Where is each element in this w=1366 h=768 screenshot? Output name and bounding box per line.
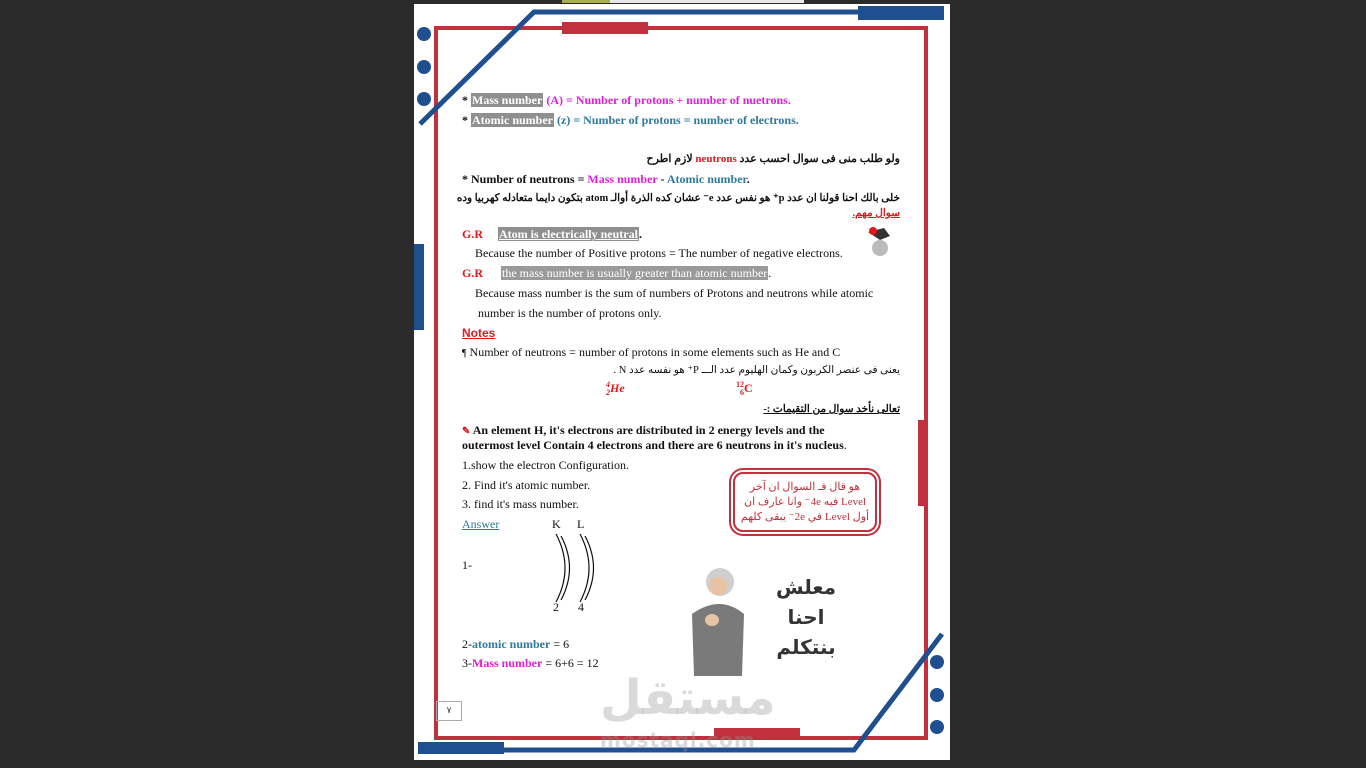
- answer-value: = 6: [550, 637, 570, 651]
- gr1-statement: Atom is electrically neutral: [499, 227, 638, 241]
- callout-line: أول Level في 2e⁻ يبقى كلهم: [740, 511, 870, 523]
- question-line-2: outermost level Contain 4 electrons and there are 6 neutrons in it's nucleus.: [462, 438, 847, 452]
- callout-box: [733, 472, 877, 532]
- frame-dot: [930, 720, 944, 734]
- carbon-notation: [736, 381, 753, 397]
- formula-text: * Number of neutrons =: [462, 172, 588, 186]
- formula-text: -: [657, 172, 667, 186]
- question-text: An element H, it's electrons are distributed in 2 energy levels and the: [472, 423, 825, 437]
- sticker-line: بنتكلم: [776, 635, 836, 659]
- he-mass-number: 4: [606, 380, 610, 390]
- top-scroll-indicator: [562, 0, 804, 3]
- c-atomic-number: 6: [740, 388, 744, 398]
- mass-number-definition: * Mass number (A) = Number of protons + number of nuetrons.: [462, 93, 791, 107]
- helium-notation: [606, 381, 625, 397]
- mass-number-text: (A) = Number of protons + number of nuetrons.: [546, 93, 791, 107]
- pencil-icon: ✎: [462, 426, 471, 437]
- frame-dot: [930, 688, 944, 702]
- c-mass-number: 12: [736, 380, 744, 390]
- frame-dot: [930, 655, 944, 669]
- gr2-statement: the mass number is usually greater than atomic number: [502, 266, 768, 280]
- sticker-text: [762, 572, 850, 662]
- answer-label: Answer: [462, 517, 500, 531]
- l-electrons: 4: [578, 600, 584, 614]
- answer-term: Mass number: [472, 656, 543, 670]
- question-part-2: 2. Find it's atomic number.: [462, 478, 591, 492]
- page-number: ٧: [436, 701, 462, 721]
- question-part-1: 1.show the electron Configuration.: [462, 458, 629, 472]
- pointing-hand-icon: [864, 222, 896, 258]
- gr2-label: G.R: [462, 266, 483, 280]
- question-line-1: [462, 423, 825, 438]
- frame-dot: [417, 60, 431, 74]
- formula-atomic: Atomic number: [666, 172, 747, 186]
- answer-num: 2-: [462, 637, 472, 651]
- important-question-note: سوال مهم.: [852, 208, 900, 219]
- sticker-line: معلش: [775, 575, 837, 599]
- gr2-reason-1: Because mass number is the sum of numbers of Protons and neutrons while atomic: [475, 286, 874, 300]
- thinking-man-illustration: [682, 560, 752, 678]
- answer-2: [462, 637, 569, 652]
- sticker-line: احنا: [787, 605, 825, 629]
- he-atomic-number: 2: [606, 388, 610, 398]
- gr1-label: G.R: [462, 227, 483, 241]
- answer-3: [462, 656, 599, 671]
- answer-term: atomic number: [472, 637, 551, 651]
- note-1: ¶ Number of neutrons = number of protons in some elements such as He and C: [462, 345, 841, 359]
- document-page: [414, 4, 950, 760]
- frame-dot: [417, 27, 431, 41]
- answer-value: = 6+6 = 12: [542, 656, 599, 670]
- mass-number-highlight: Mass number: [472, 93, 543, 107]
- atomic-number-highlight: Atomic number: [472, 113, 553, 127]
- question-text: outermost level Contain 4 electrons and there are 6 neutrons in it's nucleus: [462, 438, 844, 452]
- arabic-text: لازم اطرح: [646, 153, 693, 165]
- frame-dot: [417, 92, 431, 106]
- arabic-neutral-note: خلى بالك احنا قولنا ان عدد p⁺ هو نفس عدد e⁻ عشان كده الذرة أوالـ atom بتكون دايما متعادله كهربيا وده: [456, 193, 900, 204]
- k-electrons: 2: [553, 600, 559, 614]
- formula-mass: Mass number: [587, 172, 658, 186]
- atomic-number-text: (z) = Number of protons = number of electrons.: [557, 113, 799, 127]
- neutrons-formula: [462, 172, 750, 187]
- callout-line: Level فيه 4e⁻ وانا عارف ان: [743, 496, 867, 508]
- callout-line: هو قال فـ السوال ان آخر: [749, 481, 861, 493]
- shell-l-label: L: [577, 517, 585, 531]
- question-part-3: 3. find it's mass number.: [462, 497, 579, 511]
- gr1-reason: Because the number of Positive protons = The number of negative electrons.: [475, 246, 843, 260]
- c-symbol: C: [744, 381, 753, 395]
- notes-heading: Notes: [462, 326, 496, 340]
- arabic-he-c-note: يعنى فى عنصر الكربون وكمان الهليوم عدد الـــ P⁺ هو نفسه عدد N .: [613, 365, 900, 376]
- gr2-reason-2: number is the number of protons only.: [478, 306, 662, 320]
- note-text: Number of neutrons = number of protons in some elements such as He and C: [469, 345, 841, 359]
- watermark-arabic: مستقل: [600, 670, 776, 726]
- formula-text: .: [746, 172, 750, 186]
- gr1-line: G.R Atom is electrically neutral.: [462, 227, 642, 241]
- gr2-line: G.R the mass number is usually greater than atomic number.: [462, 266, 772, 280]
- answer-num: 3-: [462, 656, 472, 670]
- arabic-text: ولو طلب منى فى سوال احسب عدد: [739, 153, 900, 165]
- answer-1-label: 1-: [462, 558, 472, 572]
- shell-k-label: K: [552, 517, 561, 531]
- neutrons-word: neutrons: [695, 153, 737, 165]
- watermark-latin: mostaql.com: [600, 728, 756, 752]
- he-symbol: He: [610, 381, 625, 395]
- evaluation-heading: تعالى نأخد سوال من التقيمات :-: [763, 404, 900, 415]
- arabic-neutrons-line: [646, 152, 900, 165]
- energy-levels-diagram: [554, 532, 604, 604]
- atomic-number-definition: * Atomic number (z) = Number of protons = number of electrons.: [462, 113, 799, 127]
